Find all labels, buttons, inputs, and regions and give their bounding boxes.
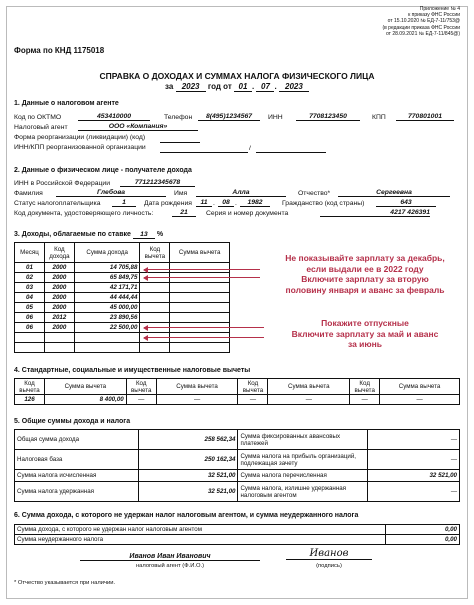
cell-deduction-code xyxy=(140,293,170,303)
cell-deduction-code: — xyxy=(126,395,156,405)
reorg-slash: / xyxy=(249,145,251,152)
arrow-icon xyxy=(144,269,260,270)
cell-month xyxy=(15,333,45,343)
annotation-line: если выдали ее в 2022 году xyxy=(306,263,424,274)
table-row xyxy=(15,343,230,353)
cell-month: 06 xyxy=(15,313,45,323)
patronymic-value: Сергеевна xyxy=(338,189,450,197)
income-table-header xyxy=(15,243,230,263)
cell-income-code: 2000 xyxy=(44,293,74,303)
cell-income-sum: 65 849,75 xyxy=(74,273,140,283)
cell-deduction-sum xyxy=(170,263,230,273)
appendix-line: (в редакции приказа ФНС России xyxy=(382,24,460,31)
appendix-note xyxy=(320,6,460,37)
birth-day: 11 xyxy=(196,199,212,207)
appendix-line: к приказу ФНС России xyxy=(408,12,460,19)
agent-value: ООО «Компания» xyxy=(78,123,198,131)
annotation-line: за июнь xyxy=(347,339,383,349)
cell-deduction-code xyxy=(140,343,170,353)
oktmo-value: 453410000 xyxy=(78,113,150,121)
form-code: Форма по КНД 1175018 xyxy=(14,46,105,55)
table-row xyxy=(15,313,230,323)
cell-value: 258 562,34 xyxy=(138,430,238,450)
cell-deduction-sum xyxy=(170,343,230,353)
deductions-table xyxy=(14,378,460,405)
date-prefix: за xyxy=(165,82,174,91)
doc-code-value: 21 xyxy=(172,209,196,217)
cell-income-code: 2012 xyxy=(44,313,74,323)
totals-table xyxy=(14,429,460,502)
annotation-line: Включите зарплату за вторую xyxy=(301,274,429,284)
report-year: 2023 xyxy=(176,82,206,92)
cell-value: — xyxy=(368,482,460,502)
cell-label: Сумма налога исчисленная xyxy=(15,470,139,482)
cell-income-code xyxy=(44,333,74,343)
arrow-icon xyxy=(144,327,264,328)
deductions-header xyxy=(15,379,460,395)
birth-year: 1982 xyxy=(240,199,270,207)
oktmo-label: Код по ОКТМО xyxy=(14,114,62,121)
phone-value: 8(495)1234567 xyxy=(198,113,260,121)
cell-value: — xyxy=(368,430,460,450)
cell-deduction-code: — xyxy=(350,395,380,405)
cell-income-code: 2000 xyxy=(44,323,74,333)
name-label: Имя xyxy=(174,190,188,197)
birth-label: Дата рождения xyxy=(144,200,192,207)
tax-rate: 13 xyxy=(133,231,155,239)
appendix-line: Приложение № 4 xyxy=(419,6,460,12)
annotation-december xyxy=(262,253,468,295)
agent-fio-caption: налоговый агент (Ф.И.О.) xyxy=(135,563,205,569)
cell-deduction-sum: — xyxy=(156,395,238,405)
annotation-vacation xyxy=(262,318,468,350)
col-deduction-sum: Сумма вычета xyxy=(170,243,230,263)
section4-heading: 4. Стандартные, социальные и имущественные налоговые вычеты xyxy=(14,367,251,374)
doc-code-label: Код документа, удостоверяющего личность: xyxy=(14,210,154,217)
arrow-icon xyxy=(144,337,264,338)
cell-month: 05 xyxy=(15,303,45,313)
cell-value: 32 521,00 xyxy=(368,470,460,482)
col-deduction-code: Код вычета xyxy=(140,243,170,263)
status-label: Статус налогоплательщика xyxy=(14,200,101,207)
birth-month: 08 xyxy=(218,199,234,207)
section6-heading: 6. Сумма дохода, с которого не удержан налог налоговым агентом, и сумма неудержанного налога xyxy=(14,512,359,519)
col-deduction-sum: Сумма вычета xyxy=(156,379,238,395)
reorg-form-label: Форма реорганизации (ликвидации) (код) xyxy=(14,134,146,141)
date-line xyxy=(0,82,474,92)
person-inn-value: 771212345678 xyxy=(120,179,195,187)
citizenship-label: Гражданство (код страны) xyxy=(282,200,365,207)
cell-value: 0,00 xyxy=(386,525,460,535)
cell-month: 03 xyxy=(15,283,45,293)
agent-inn-value: 7708123450 xyxy=(296,113,360,121)
cell-value: 32 521,00 xyxy=(138,482,238,502)
cell-deduction-code xyxy=(140,283,170,293)
section1-heading: 1. Данные о налоговом агенте xyxy=(14,100,119,107)
cell-deduction-sum: — xyxy=(380,395,460,405)
cell-deduction-code xyxy=(140,313,170,323)
cell-income-code: 2000 xyxy=(44,263,74,273)
cell-value: 32 521,00 xyxy=(138,470,238,482)
cell-label: Сумма налога удержанная xyxy=(15,482,139,502)
cell-deduction-code: — xyxy=(238,395,268,405)
cell-income-code xyxy=(44,343,74,353)
cell-income-sum: 23 890,56 xyxy=(74,313,140,323)
cell-income-sum xyxy=(74,333,140,343)
surname-value: Глебова xyxy=(56,189,166,197)
cell-label: Сумма дохода, с которого не удержан налог налоговым агентом xyxy=(15,525,386,535)
col-deduction-code: Код вычета xyxy=(238,379,268,395)
section3-heading xyxy=(14,231,163,239)
col-deduction-sum: Сумма вычета xyxy=(380,379,460,395)
patronymic-label: Отчество* xyxy=(298,190,331,197)
section3-heading-text: 3. Доходы, облагаемые по ставке xyxy=(14,231,131,238)
name-value: Алла xyxy=(196,189,286,197)
table-row xyxy=(15,525,460,535)
cell-deduction-sum xyxy=(170,283,230,293)
kpp-value: 770801001 xyxy=(396,113,454,121)
signature-image: Иванов xyxy=(286,548,372,560)
col-deduction-sum: Сумма вычета xyxy=(44,379,126,395)
doc-series-value: 4217 426391 xyxy=(320,209,430,217)
cell-month: 06 xyxy=(15,323,45,333)
arrow-icon xyxy=(144,277,260,278)
cell-label: Сумма фиксированных авансовых платежей xyxy=(238,430,368,450)
phone-label: Телефон xyxy=(164,114,193,121)
doc-series-label: Серия и номер документа xyxy=(206,210,289,217)
col-income-sum: Сумма дохода xyxy=(74,243,140,263)
table-row xyxy=(15,482,460,502)
annotation-line: Включите зарплату за май и аванс xyxy=(291,328,439,339)
document-title: СПРАВКА О ДОХОДАХ И СУММАХ НАЛОГА ФИЗИЧЕСКОГО ЛИЦА xyxy=(99,71,375,81)
cell-deduction-sum xyxy=(170,303,230,313)
table-row xyxy=(15,535,460,545)
cell-deduction-sum: — xyxy=(268,395,350,405)
cell-income-code: 2000 xyxy=(44,303,74,313)
cell-month xyxy=(15,343,45,353)
cell-deduction-sum xyxy=(170,313,230,323)
cell-label: Общая сумма дохода xyxy=(15,430,139,450)
cell-income-code: 2000 xyxy=(44,273,74,283)
footnote: * Отчество указывается при наличии. xyxy=(14,580,116,586)
cell-value: — xyxy=(368,450,460,470)
birth-dot: . xyxy=(235,200,237,207)
cell-label: Сумма налога перечисленная xyxy=(238,470,368,482)
annotation-line: Покажите отпускные xyxy=(321,318,409,328)
date-day: 01 xyxy=(234,82,252,92)
table-row xyxy=(15,430,460,450)
birth-dot: . xyxy=(213,200,215,207)
col-deduction-sum: Сумма вычета xyxy=(268,379,350,395)
cell-income-sum: 42 171,71 xyxy=(74,283,140,293)
cell-income-sum: 14 705,88 xyxy=(74,263,140,273)
signature-caption: (подпись) xyxy=(316,563,342,569)
cell-label: Сумма налога, излишне удержанная налоговым агентом xyxy=(238,482,368,502)
date-year: 2023 xyxy=(279,82,309,92)
col-income-code: Код дохода xyxy=(44,243,74,263)
table-row xyxy=(15,470,460,482)
reorg-form-line xyxy=(160,142,200,143)
section2-heading: 2. Данные о физическом лице - получателе дохода xyxy=(14,167,192,174)
reorg-inn-line xyxy=(160,152,248,153)
annotation-line: Не показывайте зарплату за декабрь, xyxy=(285,253,445,263)
cell-value: 250 162,34 xyxy=(138,450,238,470)
cell-label: Сумма налога на прибыль организаций, подлежащая зачету xyxy=(238,450,368,470)
col-deduction-code: Код вычета xyxy=(15,379,45,395)
cell-value: 0,00 xyxy=(386,535,460,545)
col-month: Месяц xyxy=(15,243,45,263)
cell-income-sum: 45 000,00 xyxy=(74,303,140,313)
reorg-inn-label: ИНН/КПП реорганизованной организации xyxy=(14,144,146,151)
table-row xyxy=(15,395,460,405)
table-row xyxy=(15,450,460,470)
appendix-line: от 15.10.2020 № ЕД-7-11/753@ xyxy=(387,18,460,25)
cell-deduction-code: 126 xyxy=(15,395,45,405)
table-row xyxy=(15,283,230,293)
cell-month: 02 xyxy=(15,273,45,283)
section5-heading: 5. Общие суммы дохода и налога xyxy=(14,418,131,425)
cell-income-code: 2000 xyxy=(44,283,74,293)
status-value: 1 xyxy=(112,199,136,207)
date-month: 07 xyxy=(256,82,274,92)
cell-deduction-sum: 8 400,00 xyxy=(44,395,126,405)
cell-income-sum: 22 500,00 xyxy=(74,323,140,333)
kpp-label: КПП xyxy=(372,114,386,121)
cell-label: Сумма неудержанного налога xyxy=(15,535,386,545)
year-label: год от xyxy=(207,82,232,91)
table-row xyxy=(15,293,230,303)
surname-label: Фамилия xyxy=(14,190,43,197)
cell-income-sum: 44 444,44 xyxy=(74,293,140,303)
agent-inn-label: ИНН xyxy=(268,114,283,121)
person-inn-label: ИНН в Российской Федерации xyxy=(14,180,110,187)
col-deduction-code: Код вычета xyxy=(350,379,380,395)
col-deduction-code: Код вычета xyxy=(126,379,156,395)
cell-month: 01 xyxy=(15,263,45,273)
appendix-line: от 28.09.2021 № ЕД-7-11/845@) xyxy=(385,30,460,37)
date-dot: . xyxy=(252,82,255,91)
agent-label: Налоговый агент xyxy=(14,124,68,131)
cell-month: 04 xyxy=(15,293,45,303)
reorg-kpp-line xyxy=(256,152,326,153)
table-row xyxy=(15,263,230,273)
percent-sign: % xyxy=(156,231,164,238)
cell-label: Налоговая база xyxy=(15,450,139,470)
annotation-line: половину января и аванс за февраль xyxy=(285,284,445,295)
citizenship-value: 643 xyxy=(376,199,436,207)
table-row xyxy=(15,303,230,313)
unwithheld-table xyxy=(14,524,460,545)
cell-income-sum xyxy=(74,343,140,353)
cell-deduction-sum xyxy=(170,293,230,303)
agent-fio: Иванов Иван Иванович xyxy=(80,553,260,561)
date-dot: . xyxy=(274,82,277,91)
cell-deduction-code xyxy=(140,303,170,313)
